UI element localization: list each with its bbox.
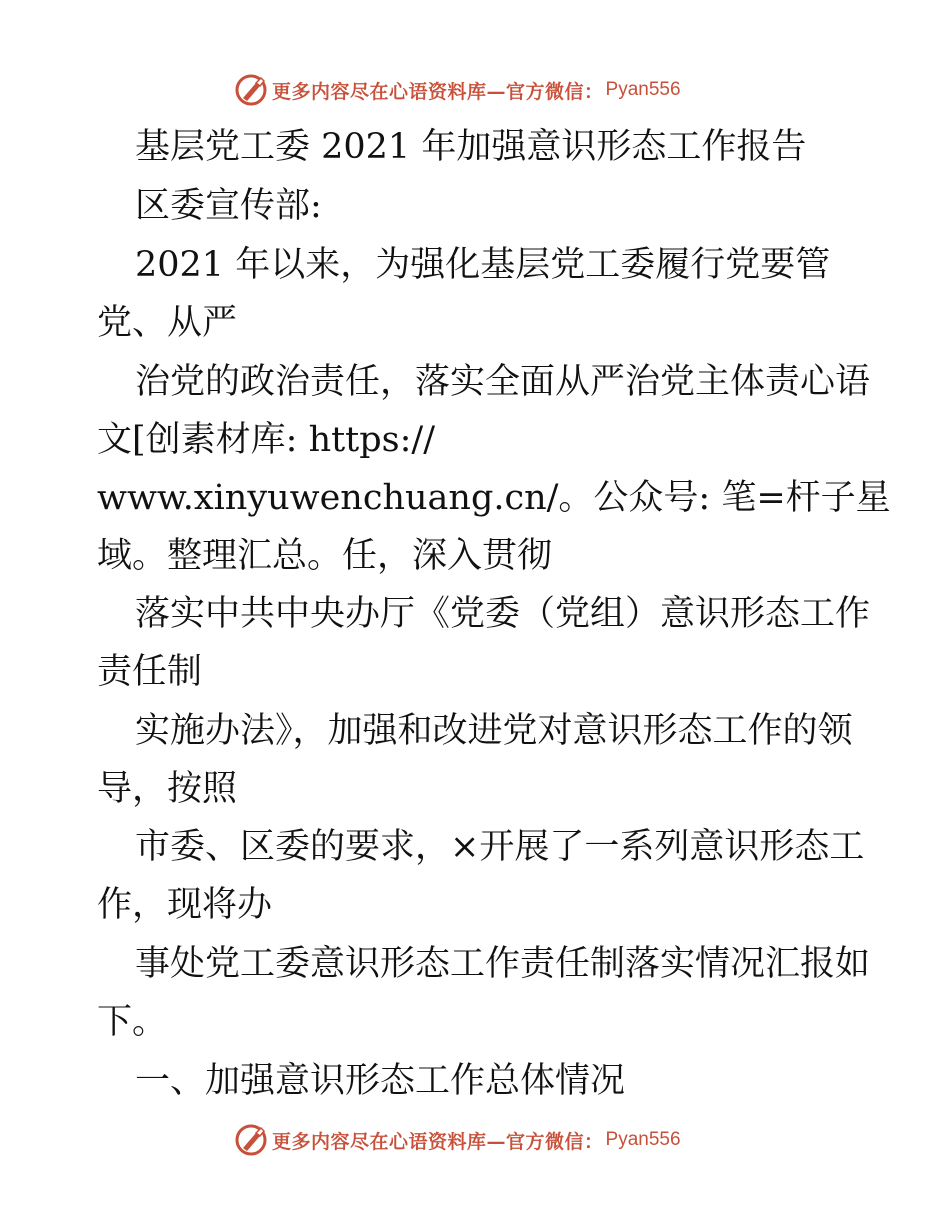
pen-logo-icon bbox=[234, 1123, 268, 1157]
body-line: 域。整理汇总。任，深入贯彻 bbox=[97, 536, 553, 576]
pen-logo-icon bbox=[234, 73, 268, 107]
document-title: 基层党工委 2021 年加强意识形态工作报告 bbox=[135, 127, 807, 167]
body-line: 文[创素材库: https:// bbox=[97, 420, 435, 460]
body-line: 党、从严 bbox=[97, 303, 238, 343]
body-line: 市委、区委的要求，×开展了一系列意识形态工 bbox=[135, 827, 865, 867]
banner-text: 更多内容尽在心语资料库—官方微信： bbox=[272, 1130, 604, 1153]
body-line: 下。 bbox=[97, 1002, 168, 1042]
body-line: 治党的政治责任，落实全面从严治党主体责心语 bbox=[135, 362, 871, 402]
banner-text: 更多内容尽在心语资料库—官方微信： bbox=[272, 80, 604, 103]
body-line: 2021 年以来，为强化基层党工委履行党要管 bbox=[135, 245, 831, 285]
body-line: 作，现将办 bbox=[97, 885, 273, 925]
recipient-line: 区委宣传部: bbox=[135, 186, 322, 226]
header-watermark-banner bbox=[234, 72, 681, 108]
body-line: 导，按照 bbox=[97, 769, 238, 809]
banner-wechat-id: Pyan556 bbox=[605, 1129, 681, 1150]
body-line: 落实中共中央办厅《党委（党组）意识形态工作 bbox=[135, 594, 871, 634]
body-line: www.xinyuwenchuang.cn/。公众号: 笔=杆子星 bbox=[97, 478, 891, 518]
body-line: 责任制 bbox=[97, 652, 203, 692]
section-heading: 一、加强意识形态工作总体情况 bbox=[135, 1061, 626, 1101]
body-line: 实施办法》，加强和改进党对意识形态工作的领 bbox=[135, 711, 853, 751]
footer-watermark-banner bbox=[234, 1122, 681, 1158]
banner-wechat-id: Pyan556 bbox=[605, 79, 681, 100]
body-line: 事处党工委意识形态工作责任制落实情况汇报如 bbox=[135, 944, 871, 984]
